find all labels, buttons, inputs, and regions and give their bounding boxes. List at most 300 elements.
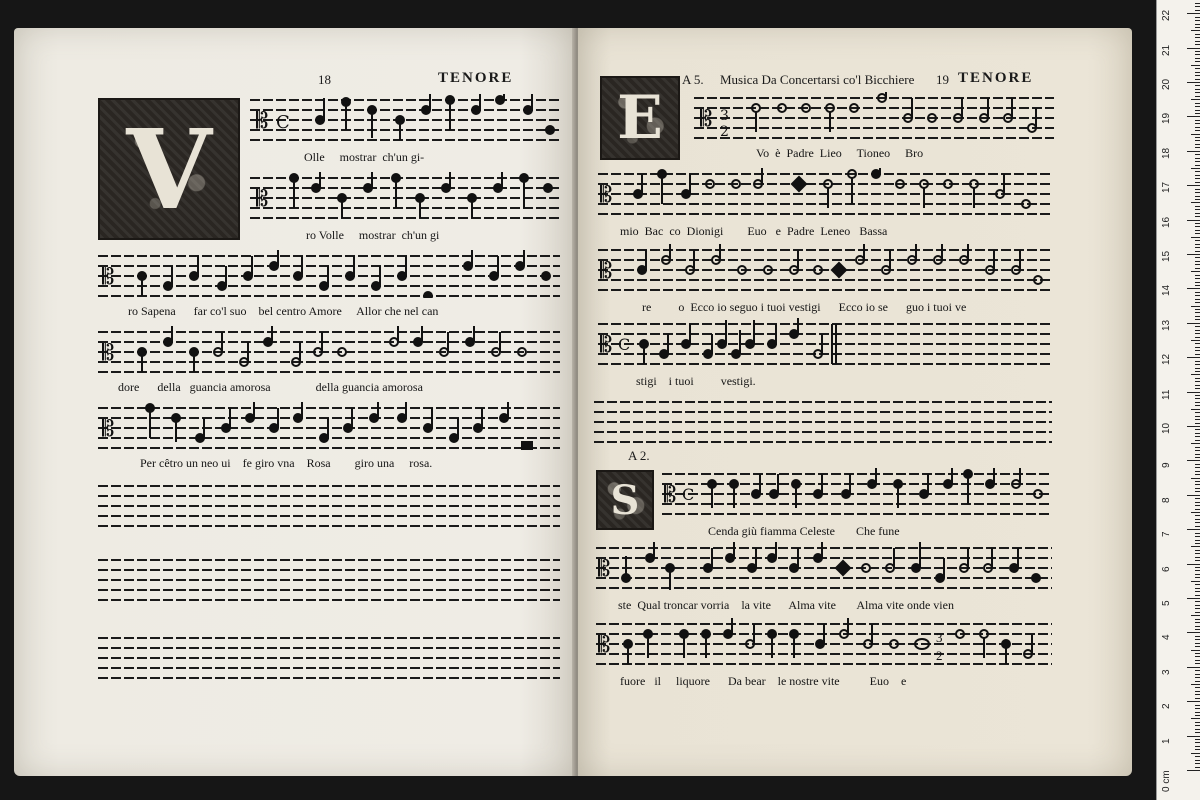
ruler-label: 21 <box>1161 44 1172 56</box>
ruler-tick <box>1195 178 1200 179</box>
ruler-tick <box>1195 471 1200 472</box>
lyrics-line-4: dore della guancia amorosa della guancia amorosa <box>118 380 423 394</box>
lyrics-r-6: ste Qual troncar vorria la vite Alma vite Alma vite onde vien <box>618 598 954 612</box>
lyrics-r-5: Cenda giù fiamma Celeste Che fune <box>708 524 900 538</box>
piece-title: Musica Da Concertarsi co'l Bicchiere <box>720 72 915 87</box>
ruler-tick <box>1195 509 1200 510</box>
svg-text:3: 3 <box>936 630 943 645</box>
ruler-tick <box>1195 161 1200 162</box>
ruler-tick <box>1195 388 1200 389</box>
ruler-label: 20 <box>1161 78 1172 90</box>
ruler-label: 1 <box>1161 738 1172 744</box>
ruler-tick <box>1187 667 1200 668</box>
decorated-initial-v: V <box>98 98 240 240</box>
ruler-tick <box>1187 13 1200 14</box>
staff-r-3 <box>598 244 1052 292</box>
ruler-tick <box>1195 240 1200 241</box>
ruler-tick <box>1195 247 1200 248</box>
ruler-tick <box>1195 395 1200 396</box>
staff-r-1 <box>694 92 1054 140</box>
ruler-tick <box>1195 433 1200 434</box>
ruler-tick <box>1195 722 1200 723</box>
ruler-tick <box>1195 419 1200 420</box>
ruler-tick <box>1195 553 1200 554</box>
ruler-tick <box>1195 223 1200 224</box>
ruler-tick <box>1195 767 1200 768</box>
ruler-tick <box>1191 306 1200 307</box>
ruler-tick <box>1195 251 1200 252</box>
empty-staff-2 <box>98 554 560 604</box>
ruler-label: 2 <box>1161 703 1172 710</box>
ruler-tick <box>1187 357 1200 358</box>
ruler-tick <box>1195 58 1200 59</box>
ruler-tick <box>1195 316 1200 317</box>
ruler-tick <box>1195 165 1200 166</box>
ruler-tick <box>1195 6 1200 7</box>
ruler-tick <box>1195 51 1200 52</box>
svg-text:𝄡: 𝄡 <box>598 557 611 582</box>
ruler-tick <box>1195 533 1200 534</box>
left-running-head: TENORE <box>438 70 514 86</box>
ruler-tick <box>1195 34 1200 35</box>
ruler-tick <box>1195 92 1200 93</box>
ruler-tick <box>1195 450 1200 451</box>
ruler-tick <box>1187 254 1200 255</box>
ruler-tick <box>1195 742 1200 743</box>
ruler-tick <box>1195 350 1200 351</box>
ruler-tick <box>1195 584 1200 585</box>
ruler-tick <box>1191 65 1200 66</box>
ruler-tick <box>1195 103 1200 104</box>
left-page <box>14 28 576 776</box>
ruler-tick <box>1195 708 1200 709</box>
ruler-tick <box>1195 681 1200 682</box>
ruler-tick <box>1195 454 1200 455</box>
ruler-tick <box>1195 44 1200 45</box>
ruler-tick <box>1187 48 1200 49</box>
ruler-tick <box>1195 612 1200 613</box>
ruler-tick <box>1191 237 1200 238</box>
staff-line-3 <box>98 250 560 298</box>
svg-text:𝄡: 𝄡 <box>102 417 115 442</box>
staff-line-2 <box>250 172 560 220</box>
ruler-tick <box>1195 127 1200 128</box>
ruler-tick <box>1195 144 1200 145</box>
ruler-tick <box>1195 550 1200 551</box>
ruler-tick <box>1195 687 1200 688</box>
ruler-tick <box>1195 522 1200 523</box>
lyrics-r-3: re o Ecco io seguo i tuoi vestigi Ecco io se guo i tuoi ve <box>642 300 967 314</box>
ruler-tick <box>1195 540 1200 541</box>
ruler-tick <box>1195 68 1200 69</box>
ruler-tick <box>1187 288 1200 289</box>
ruler-tick <box>1195 467 1200 468</box>
ruler-tick <box>1195 567 1200 568</box>
ruler-tick <box>1195 330 1200 331</box>
staff-r-2 <box>598 168 1052 216</box>
ruler-tick <box>1195 694 1200 695</box>
ruler-tick <box>1195 309 1200 310</box>
ruler-tick <box>1195 436 1200 437</box>
ruler-tick <box>1187 701 1200 702</box>
ruler-tick <box>1195 643 1200 644</box>
ruler-tick <box>1195 354 1200 355</box>
ruler-tick <box>1195 670 1200 671</box>
ruler-tick <box>1195 385 1200 386</box>
ruler-tick <box>1195 24 1200 25</box>
ruler-tick <box>1195 196 1200 197</box>
ruler-tick <box>1195 292 1200 293</box>
right-page-number: 19 <box>936 72 949 87</box>
ruler-tick <box>1195 206 1200 207</box>
ruler-tick <box>1195 760 1200 761</box>
ruler-label: 12 <box>1161 354 1172 366</box>
ruler-tick <box>1195 216 1200 217</box>
ruler-tick <box>1195 54 1200 55</box>
ruler-tick <box>1195 543 1200 544</box>
ruler-tick <box>1195 213 1200 214</box>
ruler-label: 3 <box>1161 669 1172 675</box>
ruler-tick <box>1195 312 1200 313</box>
ruler-label: 7 <box>1161 531 1172 538</box>
svg-text:𝄡: 𝄡 <box>256 187 269 212</box>
ruler-label: 10 <box>1161 422 1172 434</box>
ruler-label: 19 <box>1161 113 1172 125</box>
ruler-tick <box>1195 20 1200 21</box>
ruler-tick <box>1187 220 1200 221</box>
lyrics-line-3: ro Sapena far co'l suo bel centro Amore Allor che nel can <box>128 304 439 318</box>
ruler-tick <box>1195 282 1200 283</box>
ruler-label: 9 <box>1161 462 1172 469</box>
ruler-tick <box>1195 656 1200 657</box>
ruler-tick <box>1195 677 1200 678</box>
svg-text:𝄡: 𝄡 <box>600 259 613 284</box>
ruler-tick <box>1195 347 1200 348</box>
lyrics-line-5: Per cêtro un neo ui fe giro vna Rosa giro una rosa. <box>140 456 433 470</box>
decorated-initial-e: E <box>600 76 680 160</box>
ruler-tick <box>1187 632 1200 633</box>
ruler-tick <box>1195 763 1200 764</box>
lyrics-r-2: mio Bac co Dionigi Euo e Padre Leneo Bassa <box>620 224 888 238</box>
ruler-tick <box>1191 753 1200 754</box>
ruler-label: 14 <box>1161 285 1172 297</box>
ruler-tick <box>1195 106 1200 107</box>
ruler-tick <box>1195 619 1200 620</box>
ruler-tick <box>1191 271 1200 272</box>
ruler-tick <box>1195 646 1200 647</box>
ruler-tick <box>1195 41 1200 42</box>
ruler-tick <box>1195 278 1200 279</box>
ruler-tick <box>1195 653 1200 654</box>
ruler-tick <box>1195 158 1200 159</box>
ruler-tick <box>1195 257 1200 258</box>
ruler-tick <box>1191 581 1200 582</box>
lyrics-line-1: Olle mostrar ch'un gi- <box>304 150 425 164</box>
ruler-tick <box>1195 464 1200 465</box>
svg-text:𝄡: 𝄡 <box>664 483 677 508</box>
ruler-tick <box>1195 595 1200 596</box>
ruler-tick <box>1195 402 1200 403</box>
ruler-tick <box>1195 337 1200 338</box>
ruler-tick <box>1195 515 1200 516</box>
ruler-tick <box>1195 732 1200 733</box>
ruler-tick <box>1191 409 1200 410</box>
ruler-tick <box>1195 526 1200 527</box>
ruler-tick <box>1195 739 1200 740</box>
section2-voice-label: A 2. <box>628 448 650 463</box>
ruler-tick <box>1195 502 1200 503</box>
ruler-tick <box>1191 718 1200 719</box>
ruler-tick <box>1195 27 1200 28</box>
ruler-tick <box>1195 130 1200 131</box>
ruler-tick <box>1195 725 1200 726</box>
ruler-tick <box>1195 154 1200 155</box>
ruler-tick <box>1195 140 1200 141</box>
ruler-tick <box>1187 736 1200 737</box>
ruler-tick <box>1195 182 1200 183</box>
ruler-tick <box>1195 629 1200 630</box>
ruler-tick <box>1195 749 1200 750</box>
empty-staff-r <box>594 396 1052 444</box>
ruler-tick <box>1187 151 1200 152</box>
ruler-tick <box>1195 398 1200 399</box>
svg-text:C: C <box>276 112 290 133</box>
ruler-tick <box>1195 481 1200 482</box>
lyrics-r-1: Vo è Padre Lieo Tioneo Bro <box>756 146 924 160</box>
ruler-tick <box>1195 123 1200 124</box>
ruler-label: 16 <box>1161 216 1172 228</box>
ruler-tick <box>1191 202 1200 203</box>
ruler-tick <box>1195 577 1200 578</box>
ruler-label: 15 <box>1161 250 1172 262</box>
ruler-tick <box>1195 674 1200 675</box>
ruler-tick <box>1195 574 1200 575</box>
ruler-tick <box>1195 440 1200 441</box>
ruler-label: 6 <box>1161 566 1172 572</box>
ruler-tick <box>1195 261 1200 262</box>
right-running-head: TENORE <box>958 70 1034 86</box>
ruler-tick <box>1195 79 1200 80</box>
ruler-tick <box>1187 392 1200 393</box>
ruler-tick <box>1195 660 1200 661</box>
ruler-tick <box>1195 275 1200 276</box>
empty-staff-3 <box>98 632 560 682</box>
ruler-tick <box>1195 505 1200 506</box>
ruler-tick <box>1195 457 1200 458</box>
decorated-initial-s: S <box>596 470 654 530</box>
ruler-tick <box>1195 416 1200 417</box>
ruler-tick <box>1191 443 1200 444</box>
ruler-tick <box>1195 712 1200 713</box>
svg-text:2: 2 <box>720 124 729 140</box>
lyrics-r-4: stigi i tuoi vestigi. <box>636 374 756 388</box>
ruler-tick <box>1195 120 1200 121</box>
ruler-label: 4 <box>1161 634 1172 641</box>
ruler-tick <box>1195 570 1200 571</box>
ruler-tick <box>1195 626 1200 627</box>
ruler-tick <box>1195 75 1200 76</box>
ruler-tick <box>1187 564 1200 565</box>
ruler-tick <box>1195 37 1200 38</box>
ruler-tick <box>1191 340 1200 341</box>
ruler-tick <box>1195 361 1200 362</box>
ruler-tick <box>1191 134 1200 135</box>
ruler-tick <box>1195 326 1200 327</box>
ruler-tick <box>1195 192 1200 193</box>
right-page <box>578 28 1132 776</box>
staff-line-5 <box>98 402 560 450</box>
svg-text:C: C <box>618 335 631 354</box>
ruler-tick <box>1195 264 1200 265</box>
ruler-tick <box>1187 460 1200 461</box>
ruler-label: 0 cm <box>1161 770 1172 792</box>
svg-text:𝄡: 𝄡 <box>256 109 269 134</box>
ruler-tick <box>1195 636 1200 637</box>
ruler-tick <box>1195 113 1200 114</box>
ruler-tick <box>1195 429 1200 430</box>
left-page-number: 18 <box>318 72 331 87</box>
ruler-tick <box>1187 426 1200 427</box>
ruler-tick <box>1195 405 1200 406</box>
ruler-tick <box>1195 536 1200 537</box>
ruler-label: 18 <box>1161 147 1172 159</box>
ruler-tick <box>1195 588 1200 589</box>
ruler-tick <box>1195 691 1200 692</box>
ruler-tick <box>1195 189 1200 190</box>
svg-text:𝄡: 𝄡 <box>700 107 713 132</box>
svg-text:𝄡: 𝄡 <box>102 341 115 366</box>
ruler-tick <box>1195 230 1200 231</box>
svg-text:3: 3 <box>720 108 729 124</box>
ruler-tick <box>1191 615 1200 616</box>
staff-r-7 <box>596 618 1052 666</box>
ruler-tick <box>1195 756 1200 757</box>
ruler-tick <box>1187 529 1200 530</box>
ruler-tick <box>1195 343 1200 344</box>
ruler-tick <box>1195 605 1200 606</box>
ruler-tick <box>1187 323 1200 324</box>
ruler-tick <box>1195 226 1200 227</box>
ruler-tick <box>1195 233 1200 234</box>
staff-r-4 <box>598 318 1052 366</box>
ruler-tick <box>1195 639 1200 640</box>
ruler-tick <box>1195 364 1200 365</box>
ruler-tick <box>1195 601 1200 602</box>
ruler-label: 13 <box>1161 319 1172 331</box>
ruler-tick <box>1195 137 1200 138</box>
ruler-label: 11 <box>1161 389 1172 400</box>
ruler-tick <box>1195 371 1200 372</box>
ruler-tick <box>1191 168 1200 169</box>
svg-text:𝄡: 𝄡 <box>598 633 611 658</box>
ruler-tick <box>1195 96 1200 97</box>
staff-line-4 <box>98 326 560 374</box>
ruler-tick <box>1195 175 1200 176</box>
lyrics-line-2: ro Volle mostrar ch'un gi <box>306 228 440 242</box>
ruler-tick <box>1195 746 1200 747</box>
staff-r-6 <box>596 542 1052 590</box>
ruler-tick <box>1187 185 1200 186</box>
ruler-tick <box>1191 374 1200 375</box>
ruler-tick <box>1195 61 1200 62</box>
ruler-label: 17 <box>1161 182 1172 194</box>
ruler-tick <box>1195 608 1200 609</box>
ruler-tick <box>1191 650 1200 651</box>
ruler-tick <box>1195 705 1200 706</box>
ruler-tick <box>1191 99 1200 100</box>
ruler-tick <box>1195 319 1200 320</box>
svg-text:C: C <box>682 485 695 504</box>
ruler-tick <box>1195 557 1200 558</box>
ruler-tick <box>1195 715 1200 716</box>
ruler-tick <box>1195 147 1200 148</box>
ruler-label: 22 <box>1161 10 1172 22</box>
svg-text:𝄡: 𝄡 <box>600 333 613 358</box>
ruler-tick <box>1195 295 1200 296</box>
ruler-tick <box>1195 498 1200 499</box>
ruler-tick <box>1195 368 1200 369</box>
ruler-tick <box>1195 698 1200 699</box>
ruler-tick <box>1187 82 1200 83</box>
empty-staff-1 <box>98 480 560 530</box>
ruler-tick <box>1191 684 1200 685</box>
ruler-tick <box>1195 519 1200 520</box>
ruler-tick <box>1195 244 1200 245</box>
ruler-label: 8 <box>1161 497 1172 503</box>
ruler-tick <box>1195 423 1200 424</box>
ruler-tick <box>1195 199 1200 200</box>
ruler-tick <box>1191 512 1200 513</box>
voice-count-label: A 5. <box>682 72 704 87</box>
ruler-tick <box>1195 591 1200 592</box>
ruler-tick <box>1195 72 1200 73</box>
ruler-tick <box>1195 484 1200 485</box>
ruler-tick <box>1187 598 1200 599</box>
ruler-tick <box>1195 474 1200 475</box>
ruler-tick <box>1195 268 1200 269</box>
ruler-tick <box>1195 3 1200 4</box>
ruler-tick <box>1191 478 1200 479</box>
ruler-tick <box>1195 663 1200 664</box>
svg-text:2: 2 <box>936 648 943 663</box>
ruler-tick <box>1195 560 1200 561</box>
ruler-tick <box>1195 209 1200 210</box>
ruler-tick <box>1191 546 1200 547</box>
ruler-tick <box>1195 412 1200 413</box>
staff-r-5 <box>662 468 1052 516</box>
measurement-ruler <box>1156 0 1200 800</box>
ruler-tick <box>1195 491 1200 492</box>
ruler-tick <box>1195 302 1200 303</box>
svg-text:𝄡: 𝄡 <box>102 265 115 290</box>
ruler-tick <box>1187 116 1200 117</box>
ruler-tick <box>1195 299 1200 300</box>
ruler-tick <box>1187 495 1200 496</box>
ruler-tick <box>1195 285 1200 286</box>
ruler-tick <box>1195 85 1200 86</box>
ruler-tick <box>1195 622 1200 623</box>
ruler-tick <box>1195 110 1200 111</box>
staff-line-1 <box>250 94 560 142</box>
ruler-tick <box>1195 378 1200 379</box>
ruler-tick <box>1195 333 1200 334</box>
ruler-tick <box>1195 729 1200 730</box>
ruler-tick <box>1195 89 1200 90</box>
ruler-tick <box>1195 171 1200 172</box>
ruler-tick <box>1195 17 1200 18</box>
ruler-tick <box>1191 30 1200 31</box>
ruler-tick <box>1187 770 1200 771</box>
